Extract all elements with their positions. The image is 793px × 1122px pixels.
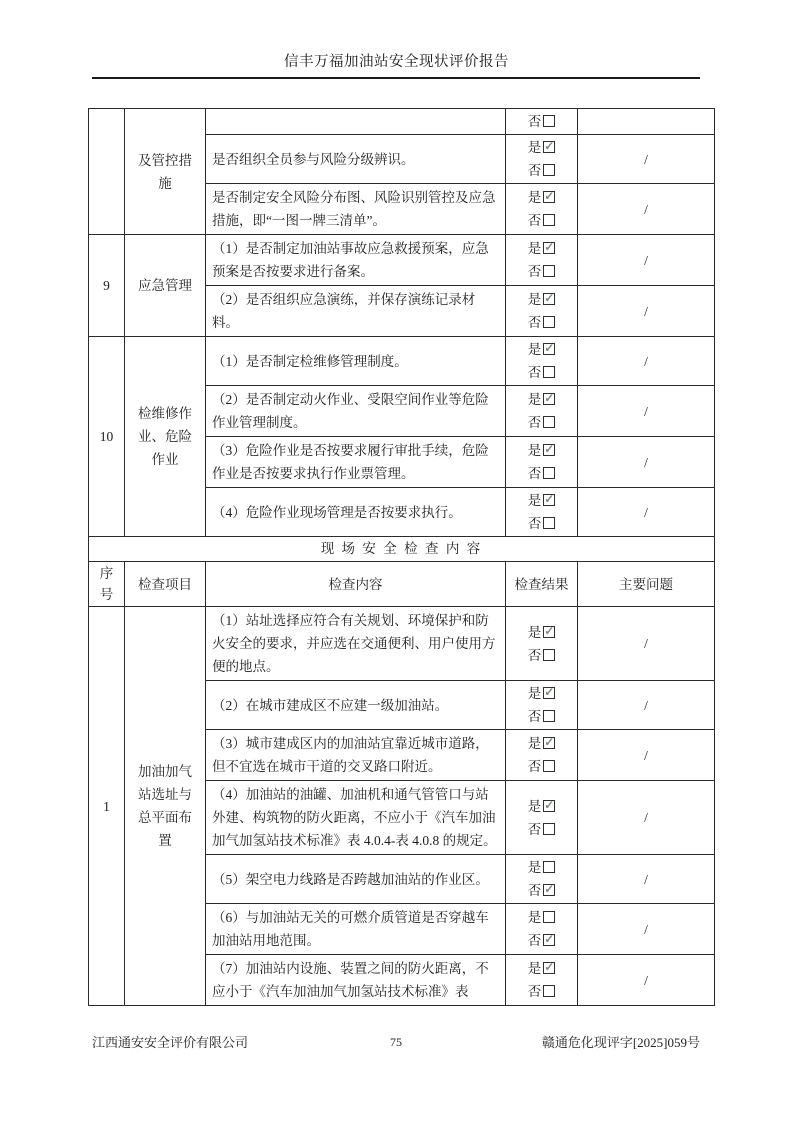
column-header-content: 检查内容: [206, 562, 506, 607]
result-cell: [506, 730, 578, 781]
content-cell: （1）站址选择应符合有关规划、环境保护和防火安全的要求，并应选在交通便利、用户使用方便的地点。: [206, 607, 506, 681]
checkbox-unchecked-icon: [543, 214, 555, 226]
checkbox-checked-icon: [543, 884, 555, 896]
result-no: [508, 644, 575, 667]
result-no-label: 否: [527, 759, 542, 774]
problem-cell: /: [578, 681, 715, 730]
result-no: [508, 755, 575, 778]
seq-cell: [89, 109, 125, 235]
checkbox-checked-icon: [543, 934, 555, 946]
result-no-label: 否: [527, 315, 542, 330]
column-header-problem: 主要问题: [578, 562, 715, 607]
checkbox-unchecked-icon: [543, 366, 555, 378]
checkbox-checked-icon: [543, 687, 555, 699]
checkbox-unchecked-icon: [543, 115, 555, 127]
item-cell: 检维修作业、危险作业: [125, 337, 206, 537]
checkbox-checked-icon: [543, 800, 555, 812]
result-cell: [506, 135, 578, 184]
seq-cell: 10: [89, 337, 125, 537]
problem-cell: /: [578, 437, 715, 488]
result-no-label: 否: [527, 709, 542, 724]
result-yes-label: 是: [527, 686, 542, 701]
content-cell: （1）是否制定加油站事故应急救援预案，应急预案是否按要求进行备案。: [206, 235, 506, 286]
result-yes: [508, 489, 575, 512]
result-yes: [508, 136, 575, 159]
result-cell: [506, 337, 578, 386]
result-yes: [508, 439, 575, 462]
problem-cell: /: [578, 488, 715, 537]
problem-cell: /: [578, 337, 715, 386]
content-cell: （3）城市建成区内的加油站宜靠近城市道路，但不宜选在城市干道的交叉路口附近。: [206, 730, 506, 781]
result-cell: [506, 855, 578, 904]
content-cell: （4）危险作业现场管理是否按要求执行。: [206, 488, 506, 537]
result-yes: [508, 732, 575, 755]
result-yes-label: 是: [527, 961, 542, 976]
checkbox-unchecked-icon: [543, 265, 555, 277]
result-no: [508, 929, 575, 952]
checkbox-checked-icon: [543, 242, 555, 254]
section-banner-row: [89, 537, 715, 562]
checkbox-checked-icon: [543, 444, 555, 456]
problem-cell: /: [578, 904, 715, 955]
checkbox-unchecked-icon: [543, 911, 555, 923]
result-no-label: 否: [527, 466, 542, 481]
content-cell: （7）加油站内设施、装置之间的防火距离，不应小于《汽车加油加气加氢站技术标准》表: [206, 955, 506, 1006]
seq-cell: 9: [89, 235, 125, 337]
result-yes: [508, 957, 575, 980]
content-cell: （2）在城市建成区不应建一级加油站。: [206, 681, 506, 730]
checkbox-unchecked-icon: [543, 985, 555, 997]
result-yes-label: 是: [527, 443, 542, 458]
result-cell: [506, 109, 578, 135]
result-no: [508, 260, 575, 283]
checkbox-unchecked-icon: [543, 710, 555, 722]
result-cell: [506, 386, 578, 437]
result-yes: [508, 388, 575, 411]
content-cell: （6）与加油站无关的可燃介质管道是否穿越车加油站用地范围。: [206, 904, 506, 955]
checkbox-checked-icon: [543, 393, 555, 405]
content-cell: 是否制定安全风险分布图、风险识别管控及应急措施，即“一图一牌三清单”。: [206, 184, 506, 235]
page-title: 信丰万福加油站安全现状评价报告: [284, 54, 509, 70]
checkbox-checked-icon: [543, 494, 555, 506]
checkbox-unchecked-icon: [543, 823, 555, 835]
footer-doc-number: 赣通危化现评字[2025]059号: [541, 1035, 700, 1050]
result-cell: [506, 488, 578, 537]
column-header-result: 检查结果: [506, 562, 578, 607]
result-yes: [508, 338, 575, 361]
result-no-label: 否: [527, 647, 542, 663]
result-no: [508, 159, 575, 182]
result-no: [508, 209, 575, 232]
column-header-row: [89, 562, 715, 607]
result-no-label: 否: [527, 213, 542, 228]
checkbox-checked-icon: [543, 293, 555, 305]
checkbox-unchecked-icon: [543, 164, 555, 176]
result-no-label: 否: [527, 365, 542, 380]
result-yes-label: 是: [527, 910, 542, 925]
checkbox-checked-icon: [543, 343, 555, 355]
result-no-label: 否: [527, 264, 542, 279]
column-header-item: 检查项目: [125, 562, 206, 607]
result-yes-label: 是: [527, 140, 542, 155]
result-no-label: 否: [527, 114, 542, 129]
result-yes: [508, 288, 575, 311]
checkbox-unchecked-icon: [543, 861, 555, 873]
result-no: [508, 411, 575, 434]
checkbox-unchecked-icon: [543, 760, 555, 772]
result-no: [508, 110, 575, 133]
item-cell: 应急管理: [125, 235, 206, 337]
result-cell: [506, 286, 578, 337]
content-cell: 是否组织全员参与风险分级辨识。: [206, 135, 506, 184]
result-no-label: 否: [527, 163, 542, 178]
problem-cell: [578, 109, 715, 135]
result-yes-label: 是: [527, 860, 542, 875]
result-no: [508, 705, 575, 728]
content-cell: （2）是否组织应急演练，并保存演练记录材料。: [206, 286, 506, 337]
result-yes: [508, 237, 575, 260]
checkbox-checked-icon: [543, 141, 555, 153]
result-no: [508, 980, 575, 1003]
inspection-table: [88, 108, 715, 1006]
checkbox-checked-icon: [543, 962, 555, 974]
checkbox-unchecked-icon: [543, 316, 555, 328]
result-no: [508, 512, 575, 535]
result-yes-label: 是: [527, 292, 542, 307]
result-no: [508, 311, 575, 334]
problem-cell: /: [578, 855, 715, 904]
result-yes: [508, 621, 575, 644]
problem-cell: /: [578, 286, 715, 337]
result-cell: [506, 607, 578, 681]
item-cell: 及管控措施: [125, 109, 206, 235]
section-banner: 现 场 安 全 检 查 内 容: [89, 537, 715, 562]
table-row: [89, 337, 715, 386]
result-cell: [506, 437, 578, 488]
result-no: [508, 462, 575, 485]
problem-cell: /: [578, 730, 715, 781]
footer-page-number: 75: [390, 1035, 402, 1049]
inspection-table-body: [89, 109, 715, 1006]
result-no-label: 否: [527, 415, 542, 430]
result-yes-label: 是: [527, 736, 542, 751]
result-cell: [506, 955, 578, 1006]
content-cell: （1）是否制定检维修管理制度。: [206, 337, 506, 386]
problem-cell: /: [578, 386, 715, 437]
result-cell: [506, 184, 578, 235]
problem-cell: /: [578, 607, 715, 681]
result-yes-label: 是: [527, 798, 542, 814]
problem-cell: /: [578, 135, 715, 184]
result-yes: [508, 682, 575, 705]
result-cell: [506, 781, 578, 855]
result-yes-label: 是: [527, 241, 542, 256]
content-cell: （3）危险作业是否按要求履行审批手续，危险作业是否按要求执行作业票管理。: [206, 437, 506, 488]
seq-cell: 1: [89, 607, 125, 1006]
content-cell: （4）加油站的油罐、加油机和通气管管口与站外建、构筑物的防火距离，不应小于《汽车加油加气加氢站技术标准》表 4.0.4-表 4.0.8 的规定。: [206, 781, 506, 855]
result-no: [508, 879, 575, 902]
checkbox-unchecked-icon: [543, 416, 555, 428]
result-yes: [508, 795, 575, 818]
result-no-label: 否: [527, 516, 542, 531]
problem-cell: /: [578, 955, 715, 1006]
result-yes-label: 是: [527, 392, 542, 407]
problem-cell: /: [578, 184, 715, 235]
result-cell: [506, 904, 578, 955]
checkbox-unchecked-icon: [543, 467, 555, 479]
problem-cell: /: [578, 781, 715, 855]
result-no: [508, 818, 575, 841]
header-rule: [92, 77, 700, 79]
problem-cell: /: [578, 235, 715, 286]
checkbox-unchecked-icon: [543, 649, 555, 661]
table-row: [89, 235, 715, 286]
table-row: [89, 109, 715, 135]
result-yes: [508, 856, 575, 879]
result-yes: [508, 186, 575, 209]
result-no-label: 否: [527, 821, 542, 837]
table-row: [89, 607, 715, 681]
checkbox-checked-icon: [543, 737, 555, 749]
column-header-seq: 序号: [89, 562, 125, 607]
result-no-label: 否: [527, 933, 542, 948]
content-cell: （5）架空电力线路是否跨越加油站的作业区。: [206, 855, 506, 904]
result-yes-label: 是: [527, 493, 542, 508]
result-yes: [508, 906, 575, 929]
content-cell: [206, 109, 506, 135]
item-cell: 加油加气站选址与总平面布置: [125, 607, 206, 1006]
checkbox-unchecked-icon: [543, 517, 555, 529]
result-no-label: 否: [527, 883, 542, 898]
result-yes-label: 是: [527, 624, 542, 640]
checkbox-checked-icon: [543, 191, 555, 203]
result-no: [508, 361, 575, 384]
result-cell: [506, 681, 578, 730]
footer-company: 江西通安安全评价有限公司: [92, 1035, 249, 1050]
content-cell: （2）是否制定动火作业、受限空间作业等危险作业管理制度。: [206, 386, 506, 437]
checkbox-checked-icon: [543, 626, 555, 638]
result-cell: [506, 235, 578, 286]
result-no-label: 否: [527, 984, 542, 999]
result-yes-label: 是: [527, 190, 542, 205]
result-yes-label: 是: [527, 342, 542, 357]
